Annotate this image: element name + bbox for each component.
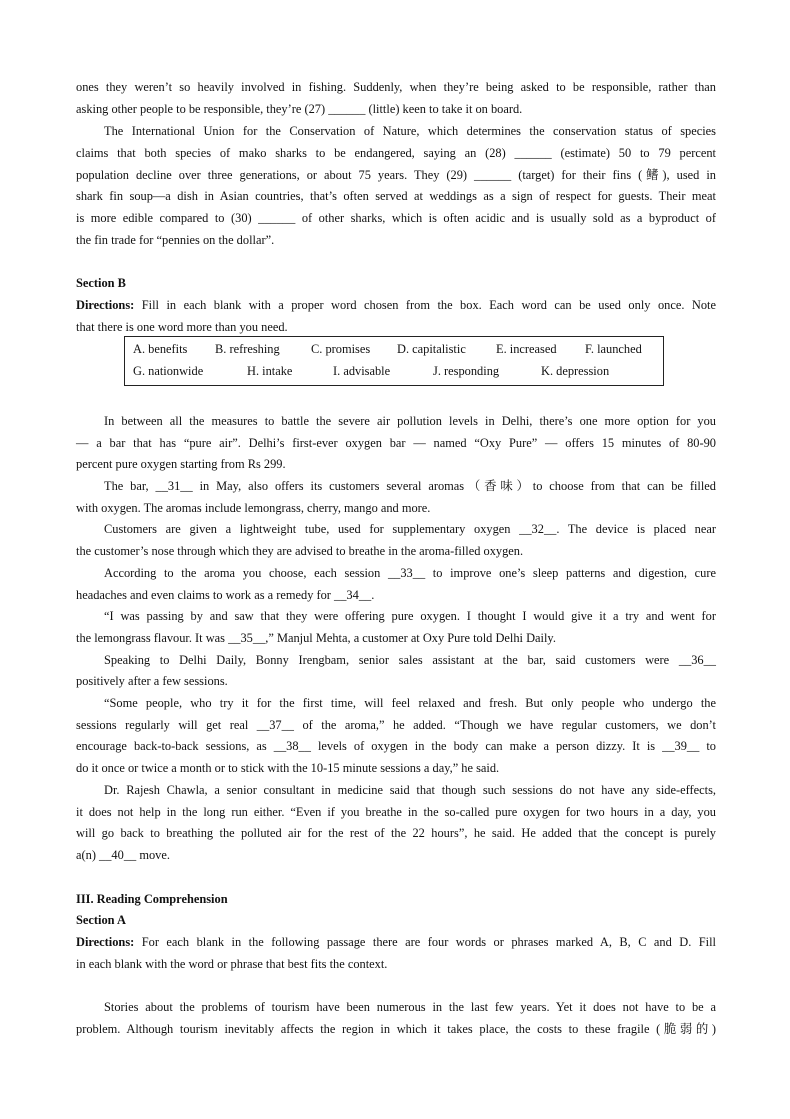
word-option: B. refreshing	[215, 342, 280, 356]
word-bank-box	[124, 336, 664, 386]
passage-line: — a bar that has “pure air”. Delhi’s first-ever oxygen bar — named “Oxy Pure” — offers 15 minutes of 80-90	[76, 436, 716, 450]
passage-line: positively after a few sessions.	[76, 674, 228, 688]
passage-line: do it once or twice a month or to stick with the 10-15 minute sessions a day,” he said.	[76, 761, 500, 775]
passage-line: In between all the measures to battle the severe air pollution levels in Delhi, there’s one more option for you	[104, 414, 716, 428]
word-option: D. capitalistic	[397, 342, 466, 356]
passage-line: is more edible compared to (30) ______ of other sharks, which is often acidic and is usually sold as a byproduct of	[76, 211, 716, 225]
passage-line: percent pure oxygen starting from Rs 299.	[76, 457, 286, 471]
passage-line: the lemongrass flavour. It was __35__,” Manjul Mehta, a customer at Oxy Pure told Delhi Daily.	[76, 631, 556, 645]
directions-label: Directions:	[76, 935, 135, 949]
word-option: A. benefits	[133, 342, 188, 356]
word-option: J. responding	[433, 364, 500, 378]
passage-line: “Some people, who try it for the first time, will feel relaxed and fresh. But only people who undergo the	[104, 696, 716, 710]
word-option: H. intake	[247, 364, 293, 378]
passage-line: Customers are given a lightweight tube, used for supplementary oxygen __32__. The device is placed near	[104, 522, 716, 536]
passage-line: problem. Although tourism inevitably affects the region in which it takes place, the costs to these fragile (脆弱的)	[76, 1022, 716, 1036]
passage-line: it does not help in the long run either. “Even if you breathe in the so-called pure oxygen for two hours in a day, you	[76, 805, 716, 819]
passage-line: a(n) __40__ move.	[76, 848, 170, 862]
word-option: K. depression	[541, 364, 610, 378]
passage-line: According to the aroma you choose, each session __33__ to improve one’s sleep patterns and digestion, cure	[104, 566, 716, 580]
section-a-directions-cont: in each blank with the word or phrase that best fits the context.	[76, 957, 388, 971]
passage-line: Dr. Rajesh Chawla, a senior consultant in medicine said that though such sessions do not have any side-effects,	[104, 783, 716, 797]
word-option: C. promises	[311, 342, 371, 356]
passage-line: population decline over three generations, or about 75 years. They (29) ______ (target) for their fins (鳍), used in	[76, 168, 716, 182]
passage-line: the customer’s nose through which they are advised to breathe in the aroma-filled oxygen.	[76, 544, 524, 558]
section-b-title: Section B	[76, 276, 126, 290]
passage-line: shark fin soup—a dish in Asian countries, that’s often served at weddings as a sign of respect for guests. Their meat	[76, 189, 716, 203]
passage-line: the fin trade for “pennies on the dollar”.	[76, 233, 275, 247]
passage-line: headaches and even claims to work as a remedy for __34__.	[76, 588, 375, 602]
directions-label: Directions:	[76, 298, 135, 312]
passage-line: with oxygen. The aromas include lemongrass, cherry, mango and more.	[76, 501, 431, 515]
passage-line: claims that both species of mako sharks to be endangered, saying an (28) ______ (estimate) 50 to 79 percent	[76, 146, 716, 160]
word-option: I. advisable	[333, 364, 391, 378]
word-option: E. increased	[496, 342, 557, 356]
passage-line: The bar, __31__ in May, also offers its customers several aromas（香味）to choose from that can be filled	[104, 479, 716, 493]
passage-line: encourage back-to-back sessions, as __38__ levels of oxygen in the body can make a person dizzy. It is __39__ to	[76, 739, 716, 753]
passage-line: Stories about the problems of tourism have been numerous in the last few years. Yet it does not have to be a	[104, 1000, 716, 1014]
passage-line: asking other people to be responsible, they’re (27) ______ (little) keen to take it on board.	[76, 102, 523, 116]
section-b-directions-cont: that there is one word more than you need.	[76, 320, 288, 334]
word-option: G. nationwide	[133, 364, 204, 378]
section-b-directions	[76, 296, 716, 314]
directions-text: For each blank in the following passage there are four words or phrases marked A, B, C and D. Fill	[141, 935, 716, 949]
passage-line: ones they weren’t so heavily involved in fishing. Suddenly, when they’re being asked to be responsible, rather than	[76, 80, 716, 94]
passage-line: The International Union for the Conservation of Nature, which determines the conservation status of species	[104, 124, 716, 138]
passage-line: will go back to breathing the polluted air for the rest of the 22 hours”, he said. He added that the concept is purely	[76, 826, 716, 840]
passage-line: sessions regularly will get real __37__ of the aroma,” he added. “Though we have regular customers, we don’t	[76, 718, 716, 732]
passage-line: Speaking to Delhi Daily, Bonny Irengbam, senior sales assistant at the bar, said customers were __36__	[104, 653, 716, 667]
passage-line: “I was passing by and saw that they were offering pure oxygen. I thought I would give it a try and went for	[104, 609, 716, 623]
section-a-directions	[76, 933, 716, 951]
section-a-title: Section A	[76, 913, 126, 927]
word-option: F. launched	[585, 342, 642, 356]
section-iii-title: III. Reading Comprehension	[76, 892, 228, 906]
directions-text: Fill in each blank with a proper word chosen from the box. Each word can be used only once. Note	[141, 298, 716, 312]
